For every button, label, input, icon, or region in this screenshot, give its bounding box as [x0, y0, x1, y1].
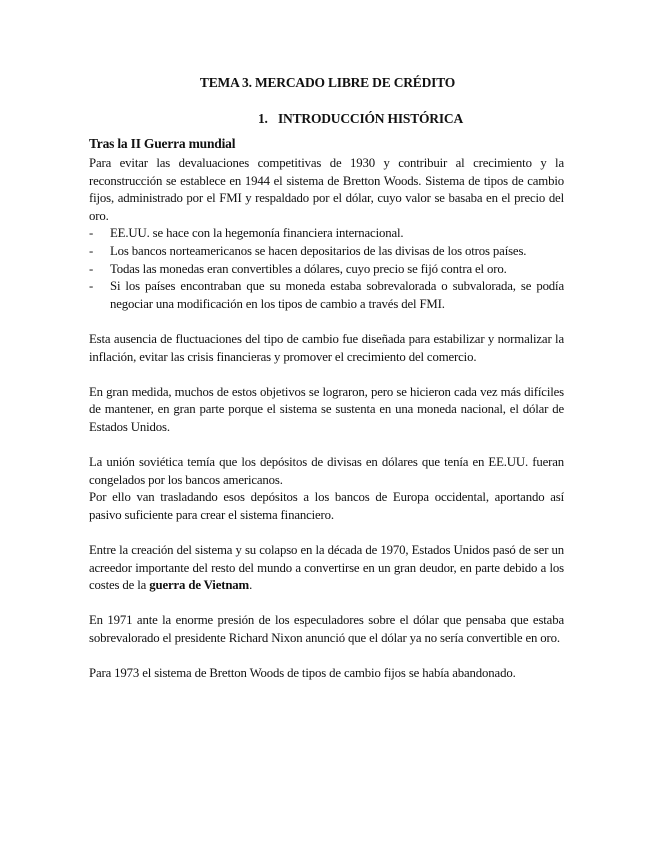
bullet-marker: - — [89, 226, 94, 241]
bullet-text: Todas las monedas eran convertibles a dólares, cuyo precio se fijó contra el oro. — [110, 261, 507, 276]
paragraph-5-bold: guerra de Vietnam — [149, 578, 250, 593]
paragraph-5 — [89, 542, 564, 595]
paragraph-7: Para 1973 el sistema de Bretton Woods de tipos de cambio fijos se había abandonado. — [89, 666, 516, 681]
bullet-text: EE.UU. se hace con la hegemonía financiera internacional. — [110, 226, 404, 241]
paragraph-5-text: Entre la creación del sistema y su colapso en la década de 1970, Estados Unidos pasó de ser un acreedor importante del resto del mundo a convertirse en un gran deudor, en parte debido a los costes de la — [89, 543, 564, 593]
bullet-list — [89, 225, 564, 313]
section-heading — [258, 111, 463, 127]
list-item — [89, 261, 564, 279]
paragraph-4b: Por ello van trasladando esos depósitos a los bancos de Europa occidental, aportando así pasivo suficiente para crear el sistema financiero. — [89, 490, 564, 522]
bullet-text: Si los países encontraban que su moneda estaba sobrevalorada o subvalorada, se podía negociar una modificación en los tipos de cambio a través del FMI. — [110, 279, 564, 311]
bullet-marker: - — [89, 261, 94, 276]
bullet-text: Los bancos norteamericanos se hacen depositarios de las divisas de los otros países. — [110, 243, 527, 258]
document-body — [89, 155, 564, 683]
paragraph-3: En gran medida, muchos de estos objetivos se lograron, pero se hicieron cada vez más difíciles de mantener, en gran parte porque el sistema se sustenta en una moneda nacional, el dólar de Estados Unidos. — [89, 384, 564, 434]
paragraph-2: Esta ausencia de fluctuaciones del tipo de cambio fue diseñada para estabilizar y normalizar la inflación, evitar las crisis financieras y promover el crecimiento del comercio. — [89, 331, 564, 364]
bullet-marker: - — [89, 279, 94, 294]
intro-paragraph: Para evitar las devaluaciones competitivas de 1930 y contribuir al crecimiento y la reconstrucción se establece en 1944 el sistema de Bretton Woods. Sistema de tipos de cambio fijos, administrado por el FMI y respaldado por el dólar, cuyo valor se basaba en el precio del oro. — [89, 156, 564, 223]
page-title: TEMA 3. MERCADO LIBRE DE CRÉDITO — [199, 75, 456, 90]
list-item — [89, 225, 564, 243]
list-item — [89, 243, 564, 261]
section-number: 1. — [258, 111, 268, 126]
list-item — [89, 278, 564, 313]
bullet-marker: - — [89, 243, 94, 258]
paragraph-4a: La unión soviética temía que los depósitos de divisas en dólares que tenía en EE.UU. fueran congelados por los bancos americanos. — [89, 455, 564, 487]
section-title: INTRODUCCIÓN HISTÓRICA — [278, 111, 464, 126]
paragraph-6: En 1971 ante la enorme presión de los especuladores sobre el dólar que pensaba que estaba sobrevalorado el presidente Richard Nixon anunció que el dólar ya no sería convertible en oro. — [89, 613, 564, 646]
paragraph-5-end: . — [249, 578, 253, 593]
subheading: Tras la II Guerra mundial — [89, 136, 236, 151]
